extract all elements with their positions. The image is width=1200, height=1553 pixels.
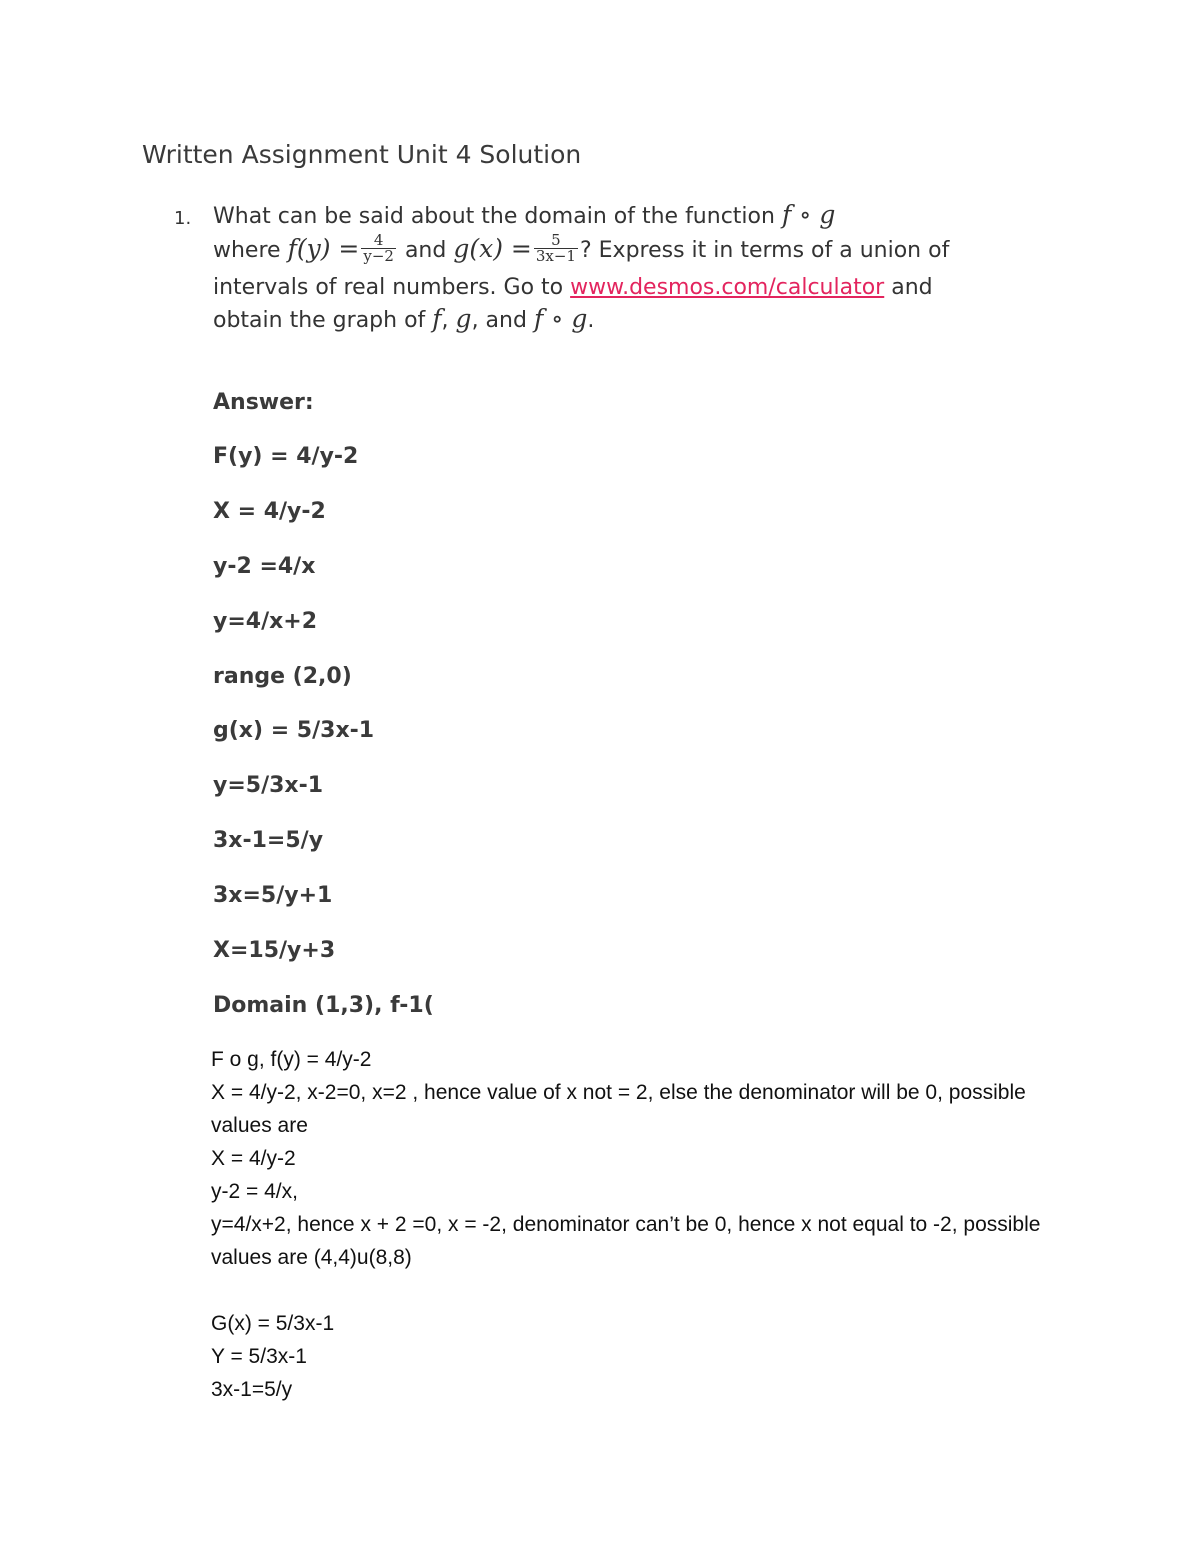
and-text: and [404, 238, 447, 263]
question-line-3 [213, 275, 933, 300]
f-fraction [361, 230, 396, 265]
period-text: . [587, 308, 595, 333]
answer-line: g(x) = 5/3x-1 [213, 718, 375, 743]
f-definition-lhs: f(y) = [287, 234, 360, 263]
fog-symbol: f ∘ g [533, 304, 588, 333]
answer-line: y=5/3x-1 [213, 773, 324, 798]
obtain-text: obtain the graph of [213, 308, 426, 333]
note-line: values are (4,4)u(8,8) [211, 1246, 412, 1269]
comma-and-text: , and [471, 308, 527, 333]
answer-line: 3x=5/y+1 [213, 883, 333, 908]
answer-line: 3x-1=5/y [213, 828, 324, 853]
comma-text: , [441, 308, 449, 333]
note-line: 3x-1=5/y [211, 1378, 293, 1401]
answer-line: X=15/y+3 [213, 938, 336, 963]
f-numerator: 4 [361, 233, 396, 249]
answer-line: range (2,0) [213, 664, 352, 689]
desmos-link[interactable]: www.desmos.com/calculator [570, 275, 885, 300]
answer-line: Domain (1,3), f-1( [213, 993, 434, 1018]
note-line: F o g, f(y) = 4/y-2 [211, 1048, 372, 1071]
f-symbol: f [432, 304, 442, 333]
question-number: 1. [174, 208, 192, 229]
question-line-4 [213, 304, 594, 333]
note-line: X = 4/y-2, x-2=0, x=2 , hence value of x not = 2, else the denominator will be 0, possible [211, 1081, 1026, 1104]
note-line: y-2 = 4/x, [211, 1180, 298, 1203]
question-line-2 [213, 230, 950, 267]
where-text: where [213, 238, 281, 263]
answer-label: Answer: [213, 390, 314, 415]
g-numerator: 5 [534, 233, 578, 249]
g-definition-lhs: g(x) = [453, 234, 532, 263]
g-fraction [534, 230, 578, 265]
express-text: ? Express it in terms of a union of [579, 238, 950, 263]
note-line: Y = 5/3x-1 [211, 1345, 307, 1368]
and-after-link: and [891, 275, 933, 300]
note-line: y=4/x+2, hence x + 2 =0, x = -2, denominator can’t be 0, hence x not equal to -2, possible [211, 1213, 1041, 1236]
question-line-1 [213, 200, 835, 229]
g-symbol: g [455, 304, 472, 333]
note-line: X = 4/y-2 [211, 1147, 296, 1170]
answer-line: y-2 =4/x [213, 554, 316, 579]
note-line: values are [211, 1114, 308, 1137]
fog-expression: f ∘ g [781, 200, 836, 229]
g-denominator: 3x−1 [535, 246, 576, 265]
answer-line: F(y) = 4/y-2 [213, 444, 359, 469]
intervals-text: intervals of real numbers. Go to [213, 275, 564, 300]
f-denominator: y−2 [363, 246, 394, 265]
answer-line: X = 4/y-2 [213, 499, 326, 524]
answer-line: y=4/x+2 [213, 609, 318, 634]
question-intro: What can be said about the domain of the function [213, 204, 775, 229]
document-title: Written Assignment Unit 4 Solution [142, 140, 582, 169]
note-line: G(x) = 5/3x-1 [211, 1312, 335, 1335]
